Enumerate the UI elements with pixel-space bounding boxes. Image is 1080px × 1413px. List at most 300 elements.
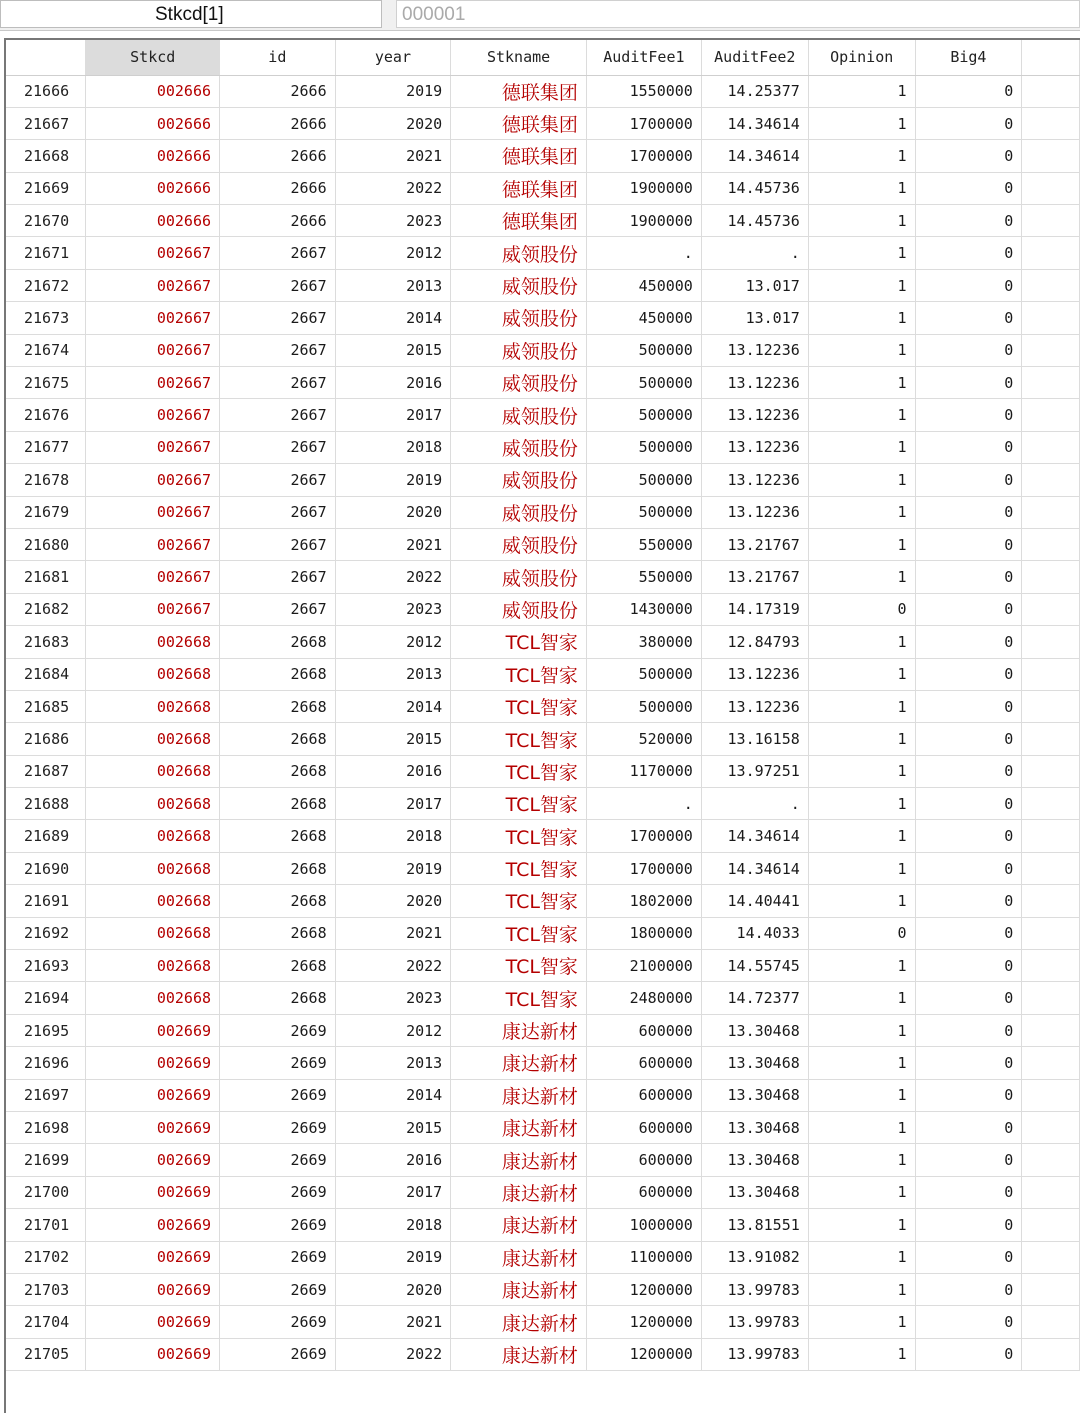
opinion-cell[interactable]: 1 [808,107,915,139]
auditfee1-cell[interactable]: 1550000 [586,75,701,107]
id-cell[interactable]: 2667 [220,334,336,366]
auditfee1-cell[interactable]: . [586,237,701,269]
opinion-cell[interactable]: 1 [808,820,915,852]
stkname-cell[interactable]: 威领股份 [451,269,587,301]
auditfee1-cell[interactable]: 600000 [586,1112,701,1144]
big4-cell[interactable]: 0 [915,464,1022,496]
auditfee1-cell[interactable]: 2480000 [586,982,701,1014]
auditfee1-cell[interactable]: 1100000 [586,1241,701,1273]
auditfee2-cell[interactable]: 13.12236 [701,367,808,399]
row-number[interactable]: 21704 [6,1306,86,1338]
auditfee1-cell[interactable]: 500000 [586,431,701,463]
opinion-cell[interactable]: 1 [808,464,915,496]
id-cell[interactable]: 2668 [220,820,336,852]
row-number[interactable]: 21701 [6,1209,86,1241]
year-cell[interactable]: 2019 [335,464,451,496]
stkcd-cell[interactable]: 002667 [86,237,220,269]
auditfee1-cell[interactable]: 380000 [586,626,701,658]
stkname-cell[interactable]: 威领股份 [451,528,587,560]
auditfee2-cell[interactable]: 13.21767 [701,528,808,560]
stkname-cell[interactable]: 康达新材 [451,1144,587,1176]
year-cell[interactable]: 2013 [335,269,451,301]
big4-cell[interactable]: 0 [915,561,1022,593]
row-number[interactable]: 21693 [6,950,86,982]
year-cell[interactable]: 2022 [335,1338,451,1370]
stkname-cell[interactable]: 德联集团 [451,107,587,139]
id-cell[interactable]: 2669 [220,1144,336,1176]
id-cell[interactable]: 2667 [220,302,336,334]
auditfee1-cell[interactable]: 500000 [586,658,701,690]
stkcd-cell[interactable]: 002668 [86,626,220,658]
year-cell[interactable]: 2014 [335,690,451,722]
id-cell[interactable]: 2667 [220,593,336,625]
year-cell[interactable]: 2018 [335,820,451,852]
big4-cell[interactable]: 0 [915,917,1022,949]
id-cell[interactable]: 2667 [220,561,336,593]
stkname-cell[interactable]: TCL智家 [451,690,587,722]
stkcd-cell[interactable]: 002666 [86,140,220,172]
big4-cell[interactable]: 0 [915,626,1022,658]
year-cell[interactable]: 2019 [335,852,451,884]
opinion-cell[interactable]: 1 [808,885,915,917]
auditfee2-cell[interactable]: 13.30468 [701,1144,808,1176]
big4-cell[interactable]: 0 [915,1047,1022,1079]
id-cell[interactable]: 2668 [220,626,336,658]
stkcd-cell[interactable]: 002668 [86,852,220,884]
stkname-cell[interactable]: 德联集团 [451,140,587,172]
year-cell[interactable]: 2013 [335,658,451,690]
opinion-cell[interactable]: 1 [808,302,915,334]
opinion-cell[interactable]: 1 [808,496,915,528]
big4-cell[interactable]: 0 [915,852,1022,884]
auditfee2-cell[interactable]: 13.12236 [701,496,808,528]
row-number[interactable]: 21686 [6,723,86,755]
auditfee1-cell[interactable]: 600000 [586,1144,701,1176]
auditfee2-cell[interactable]: 13.21767 [701,561,808,593]
stkname-cell[interactable]: 康达新材 [451,1241,587,1273]
auditfee1-cell[interactable]: 1900000 [586,172,701,204]
year-cell[interactable]: 2012 [335,237,451,269]
stkname-cell[interactable]: 康达新材 [451,1338,587,1370]
big4-cell[interactable]: 0 [915,950,1022,982]
stkname-cell[interactable]: 康达新材 [451,1047,587,1079]
id-cell[interactable]: 2667 [220,367,336,399]
year-cell[interactable]: 2013 [335,1047,451,1079]
big4-cell[interactable]: 0 [915,399,1022,431]
row-number[interactable]: 21674 [6,334,86,366]
row-number[interactable]: 21673 [6,302,86,334]
stkcd-cell[interactable]: 002669 [86,1241,220,1273]
stkname-cell[interactable]: TCL智家 [451,626,587,658]
opinion-cell[interactable]: 1 [808,1079,915,1111]
auditfee1-cell[interactable]: 1200000 [586,1338,701,1370]
auditfee2-cell[interactable]: 13.91082 [701,1241,808,1273]
stkcd-cell[interactable]: 002669 [86,1176,220,1208]
row-number[interactable]: 21675 [6,367,86,399]
stkcd-cell[interactable]: 002669 [86,1338,220,1370]
id-cell[interactable]: 2669 [220,1079,336,1111]
row-number[interactable]: 21682 [6,593,86,625]
auditfee1-cell[interactable]: 1200000 [586,1273,701,1305]
row-number-header[interactable] [6,40,86,75]
auditfee1-cell[interactable]: . [586,788,701,820]
stkcd-cell[interactable]: 002669 [86,1014,220,1046]
stkcd-cell[interactable]: 002666 [86,172,220,204]
auditfee1-cell[interactable]: 500000 [586,496,701,528]
opinion-cell[interactable]: 1 [808,528,915,560]
auditfee2-cell[interactable]: . [701,788,808,820]
row-number[interactable]: 21679 [6,496,86,528]
variable-name-box[interactable]: Stkcd[1] [0,0,382,28]
auditfee1-cell[interactable]: 600000 [586,1047,701,1079]
year-cell[interactable]: 2018 [335,431,451,463]
row-number[interactable]: 21685 [6,690,86,722]
column-header-auditfee2[interactable]: AuditFee2 [701,40,808,75]
stkname-cell[interactable]: 康达新材 [451,1014,587,1046]
stkcd-cell[interactable]: 002668 [86,723,220,755]
row-number[interactable]: 21670 [6,205,86,237]
big4-cell[interactable]: 0 [915,1273,1022,1305]
stkname-cell[interactable]: 威领股份 [451,431,587,463]
id-cell[interactable]: 2668 [220,690,336,722]
year-cell[interactable]: 2022 [335,950,451,982]
year-cell[interactable]: 2023 [335,982,451,1014]
id-cell[interactable]: 2669 [220,1112,336,1144]
id-cell[interactable]: 2667 [220,431,336,463]
opinion-cell[interactable]: 1 [808,755,915,787]
row-number[interactable]: 21672 [6,269,86,301]
id-cell[interactable]: 2667 [220,464,336,496]
stkcd-cell[interactable]: 002669 [86,1273,220,1305]
big4-cell[interactable]: 0 [915,334,1022,366]
stkcd-cell[interactable]: 002667 [86,431,220,463]
auditfee2-cell[interactable]: 14.45736 [701,172,808,204]
stkname-cell[interactable]: 威领股份 [451,561,587,593]
id-cell[interactable]: 2668 [220,658,336,690]
id-cell[interactable]: 2668 [220,885,336,917]
cell-value-input[interactable]: 000001 [396,0,1080,28]
auditfee2-cell[interactable]: 14.34614 [701,852,808,884]
year-cell[interactable]: 2015 [335,1112,451,1144]
auditfee1-cell[interactable]: 1000000 [586,1209,701,1241]
auditfee2-cell[interactable]: 14.40441 [701,885,808,917]
auditfee2-cell[interactable]: 13.97251 [701,755,808,787]
row-number[interactable]: 21668 [6,140,86,172]
big4-cell[interactable]: 0 [915,237,1022,269]
auditfee2-cell[interactable]: 13.017 [701,269,808,301]
big4-cell[interactable]: 0 [915,1079,1022,1111]
big4-cell[interactable]: 0 [915,658,1022,690]
stkcd-cell[interactable]: 002668 [86,658,220,690]
row-number[interactable]: 21687 [6,755,86,787]
opinion-cell[interactable]: 1 [808,172,915,204]
stkname-cell[interactable]: 德联集团 [451,75,587,107]
auditfee2-cell[interactable]: 13.30468 [701,1047,808,1079]
row-number[interactable]: 21695 [6,1014,86,1046]
auditfee1-cell[interactable]: 600000 [586,1176,701,1208]
row-number[interactable]: 21683 [6,626,86,658]
id-cell[interactable]: 2666 [220,75,336,107]
big4-cell[interactable]: 0 [915,367,1022,399]
year-cell[interactable]: 2018 [335,1209,451,1241]
row-number[interactable]: 21688 [6,788,86,820]
big4-cell[interactable]: 0 [915,302,1022,334]
stkcd-cell[interactable]: 002667 [86,496,220,528]
stkname-cell[interactable]: 威领股份 [451,367,587,399]
stkcd-cell[interactable]: 002666 [86,107,220,139]
year-cell[interactable]: 2022 [335,172,451,204]
auditfee1-cell[interactable]: 500000 [586,464,701,496]
row-number[interactable]: 21691 [6,885,86,917]
row-number[interactable]: 21699 [6,1144,86,1176]
id-cell[interactable]: 2668 [220,852,336,884]
stkname-cell[interactable]: 德联集团 [451,205,587,237]
year-cell[interactable]: 2015 [335,334,451,366]
id-cell[interactable]: 2669 [220,1209,336,1241]
auditfee2-cell[interactable]: 13.81551 [701,1209,808,1241]
auditfee1-cell[interactable]: 1802000 [586,885,701,917]
auditfee2-cell[interactable]: 14.45736 [701,205,808,237]
stkname-cell[interactable]: TCL智家 [451,982,587,1014]
stkname-cell[interactable]: TCL智家 [451,788,587,820]
big4-cell[interactable]: 0 [915,788,1022,820]
id-cell[interactable]: 2668 [220,950,336,982]
year-cell[interactable]: 2019 [335,1241,451,1273]
big4-cell[interactable]: 0 [915,107,1022,139]
big4-cell[interactable]: 0 [915,820,1022,852]
big4-cell[interactable]: 0 [915,1306,1022,1338]
big4-cell[interactable]: 0 [915,1209,1022,1241]
auditfee1-cell[interactable]: 520000 [586,723,701,755]
id-cell[interactable]: 2666 [220,140,336,172]
id-cell[interactable]: 2668 [220,917,336,949]
big4-cell[interactable]: 0 [915,690,1022,722]
auditfee1-cell[interactable]: 500000 [586,367,701,399]
id-cell[interactable]: 2666 [220,107,336,139]
auditfee1-cell[interactable]: 1700000 [586,140,701,172]
auditfee2-cell[interactable]: 14.34614 [701,107,808,139]
auditfee2-cell[interactable]: 13.16158 [701,723,808,755]
year-cell[interactable]: 2014 [335,302,451,334]
big4-cell[interactable]: 0 [915,723,1022,755]
opinion-cell[interactable]: 0 [808,593,915,625]
year-cell[interactable]: 2014 [335,1079,451,1111]
auditfee2-cell[interactable]: 12.84793 [701,626,808,658]
big4-cell[interactable]: 0 [915,885,1022,917]
id-cell[interactable]: 2669 [220,1014,336,1046]
row-number[interactable]: 21697 [6,1079,86,1111]
auditfee1-cell[interactable]: 1700000 [586,107,701,139]
stkcd-cell[interactable]: 002668 [86,982,220,1014]
year-cell[interactable]: 2015 [335,723,451,755]
stkname-cell[interactable]: 威领股份 [451,593,587,625]
big4-cell[interactable]: 0 [915,269,1022,301]
stkname-cell[interactable]: 康达新材 [451,1273,587,1305]
stkname-cell[interactable]: 康达新材 [451,1209,587,1241]
auditfee1-cell[interactable]: 450000 [586,302,701,334]
id-cell[interactable]: 2666 [220,205,336,237]
column-header-opinion[interactable]: Opinion [808,40,915,75]
year-cell[interactable]: 2022 [335,561,451,593]
opinion-cell[interactable]: 1 [808,658,915,690]
row-number[interactable]: 21671 [6,237,86,269]
auditfee1-cell[interactable]: 600000 [586,1079,701,1111]
opinion-cell[interactable]: 1 [808,982,915,1014]
stkname-cell[interactable]: TCL智家 [451,852,587,884]
stkname-cell[interactable]: 威领股份 [451,237,587,269]
auditfee1-cell[interactable]: 1430000 [586,593,701,625]
auditfee2-cell[interactable]: 14.72377 [701,982,808,1014]
stkcd-cell[interactable]: 002668 [86,950,220,982]
id-cell[interactable]: 2669 [220,1176,336,1208]
stkname-cell[interactable]: 康达新材 [451,1306,587,1338]
stkcd-cell[interactable]: 002666 [86,205,220,237]
auditfee1-cell[interactable]: 500000 [586,334,701,366]
opinion-cell[interactable]: 1 [808,140,915,172]
big4-cell[interactable]: 0 [915,140,1022,172]
stkname-cell[interactable]: 威领股份 [451,334,587,366]
auditfee2-cell[interactable]: . [701,237,808,269]
big4-cell[interactable]: 0 [915,1241,1022,1273]
row-number[interactable]: 21698 [6,1112,86,1144]
big4-cell[interactable]: 0 [915,755,1022,787]
opinion-cell[interactable]: 1 [808,852,915,884]
auditfee2-cell[interactable]: 14.55745 [701,950,808,982]
stkcd-cell[interactable]: 002668 [86,788,220,820]
year-cell[interactable]: 2017 [335,788,451,820]
id-cell[interactable]: 2669 [220,1047,336,1079]
row-number[interactable]: 21696 [6,1047,86,1079]
row-number[interactable]: 21681 [6,561,86,593]
auditfee2-cell[interactable]: 13.30468 [701,1079,808,1111]
opinion-cell[interactable]: 1 [808,1112,915,1144]
year-cell[interactable]: 2017 [335,399,451,431]
stkname-cell[interactable]: 德联集团 [451,172,587,204]
auditfee2-cell[interactable]: 14.17319 [701,593,808,625]
big4-cell[interactable]: 0 [915,593,1022,625]
stkname-cell[interactable]: 康达新材 [451,1079,587,1111]
stkname-cell[interactable]: TCL智家 [451,820,587,852]
big4-cell[interactable]: 0 [915,1014,1022,1046]
column-header-auditfee1[interactable]: AuditFee1 [586,40,701,75]
big4-cell[interactable]: 0 [915,1338,1022,1370]
stkcd-cell[interactable]: 002669 [86,1209,220,1241]
id-cell[interactable]: 2666 [220,172,336,204]
auditfee2-cell[interactable]: 14.34614 [701,820,808,852]
column-header-stkname[interactable]: Stkname [451,40,587,75]
year-cell[interactable]: 2021 [335,1306,451,1338]
big4-cell[interactable]: 0 [915,1176,1022,1208]
stkcd-cell[interactable]: 002668 [86,690,220,722]
column-header-stkcd[interactable]: Stkcd [86,40,220,75]
auditfee1-cell[interactable]: 500000 [586,690,701,722]
opinion-cell[interactable]: 1 [808,690,915,722]
stkcd-cell[interactable]: 002669 [86,1047,220,1079]
opinion-cell[interactable]: 1 [808,269,915,301]
opinion-cell[interactable]: 1 [808,205,915,237]
stkcd-cell[interactable]: 002667 [86,269,220,301]
opinion-cell[interactable]: 1 [808,1047,915,1079]
opinion-cell[interactable]: 1 [808,367,915,399]
opinion-cell[interactable]: 1 [808,626,915,658]
id-cell[interactable]: 2667 [220,269,336,301]
auditfee1-cell[interactable]: 2100000 [586,950,701,982]
auditfee2-cell[interactable]: 13.30468 [701,1112,808,1144]
year-cell[interactable]: 2012 [335,1014,451,1046]
stkcd-cell[interactable]: 002667 [86,593,220,625]
year-cell[interactable]: 2021 [335,528,451,560]
stkcd-cell[interactable]: 002669 [86,1144,220,1176]
opinion-cell[interactable]: 1 [808,75,915,107]
year-cell[interactable]: 2021 [335,917,451,949]
stkname-cell[interactable]: TCL智家 [451,755,587,787]
auditfee1-cell[interactable]: 500000 [586,399,701,431]
big4-cell[interactable]: 0 [915,205,1022,237]
row-number[interactable]: 21666 [6,75,86,107]
opinion-cell[interactable]: 1 [808,723,915,755]
auditfee2-cell[interactable]: 13.99783 [701,1306,808,1338]
row-number[interactable]: 21669 [6,172,86,204]
auditfee2-cell[interactable]: 13.12236 [701,464,808,496]
id-cell[interactable]: 2668 [220,755,336,787]
stkname-cell[interactable]: 康达新材 [451,1176,587,1208]
auditfee1-cell[interactable]: 1800000 [586,917,701,949]
stkcd-cell[interactable]: 002668 [86,885,220,917]
stkcd-cell[interactable]: 002669 [86,1112,220,1144]
row-number[interactable]: 21702 [6,1241,86,1273]
stkname-cell[interactable]: TCL智家 [451,917,587,949]
opinion-cell[interactable]: 0 [808,917,915,949]
row-number[interactable]: 21690 [6,852,86,884]
big4-cell[interactable]: 0 [915,528,1022,560]
auditfee2-cell[interactable]: 13.12236 [701,431,808,463]
auditfee2-cell[interactable]: 13.017 [701,302,808,334]
opinion-cell[interactable]: 1 [808,1273,915,1305]
id-cell[interactable]: 2667 [220,237,336,269]
auditfee2-cell[interactable]: 13.12236 [701,334,808,366]
row-number[interactable]: 21676 [6,399,86,431]
row-number[interactable]: 21677 [6,431,86,463]
id-cell[interactable]: 2669 [220,1241,336,1273]
auditfee2-cell[interactable]: 13.30468 [701,1014,808,1046]
year-cell[interactable]: 2017 [335,1176,451,1208]
opinion-cell[interactable]: 1 [808,1241,915,1273]
auditfee1-cell[interactable]: 1170000 [586,755,701,787]
year-cell[interactable]: 2020 [335,496,451,528]
stkcd-cell[interactable]: 002667 [86,399,220,431]
opinion-cell[interactable]: 1 [808,561,915,593]
auditfee2-cell[interactable]: 14.34614 [701,140,808,172]
year-cell[interactable]: 2023 [335,593,451,625]
year-cell[interactable]: 2020 [335,1273,451,1305]
stkcd-cell[interactable]: 002667 [86,302,220,334]
stkname-cell[interactable]: TCL智家 [451,885,587,917]
big4-cell[interactable]: 0 [915,982,1022,1014]
column-header-big4[interactable]: Big4 [915,40,1022,75]
auditfee1-cell[interactable]: 600000 [586,1014,701,1046]
stkname-cell[interactable]: TCL智家 [451,658,587,690]
opinion-cell[interactable]: 1 [808,1209,915,1241]
stkname-cell[interactable]: TCL智家 [451,723,587,755]
stkcd-cell[interactable]: 002667 [86,561,220,593]
id-cell[interactable]: 2668 [220,723,336,755]
stkname-cell[interactable]: 威领股份 [451,302,587,334]
column-header-year[interactable]: year [335,40,451,75]
auditfee1-cell[interactable]: 550000 [586,528,701,560]
id-cell[interactable]: 2669 [220,1306,336,1338]
row-number[interactable]: 21694 [6,982,86,1014]
opinion-cell[interactable]: 1 [808,1306,915,1338]
